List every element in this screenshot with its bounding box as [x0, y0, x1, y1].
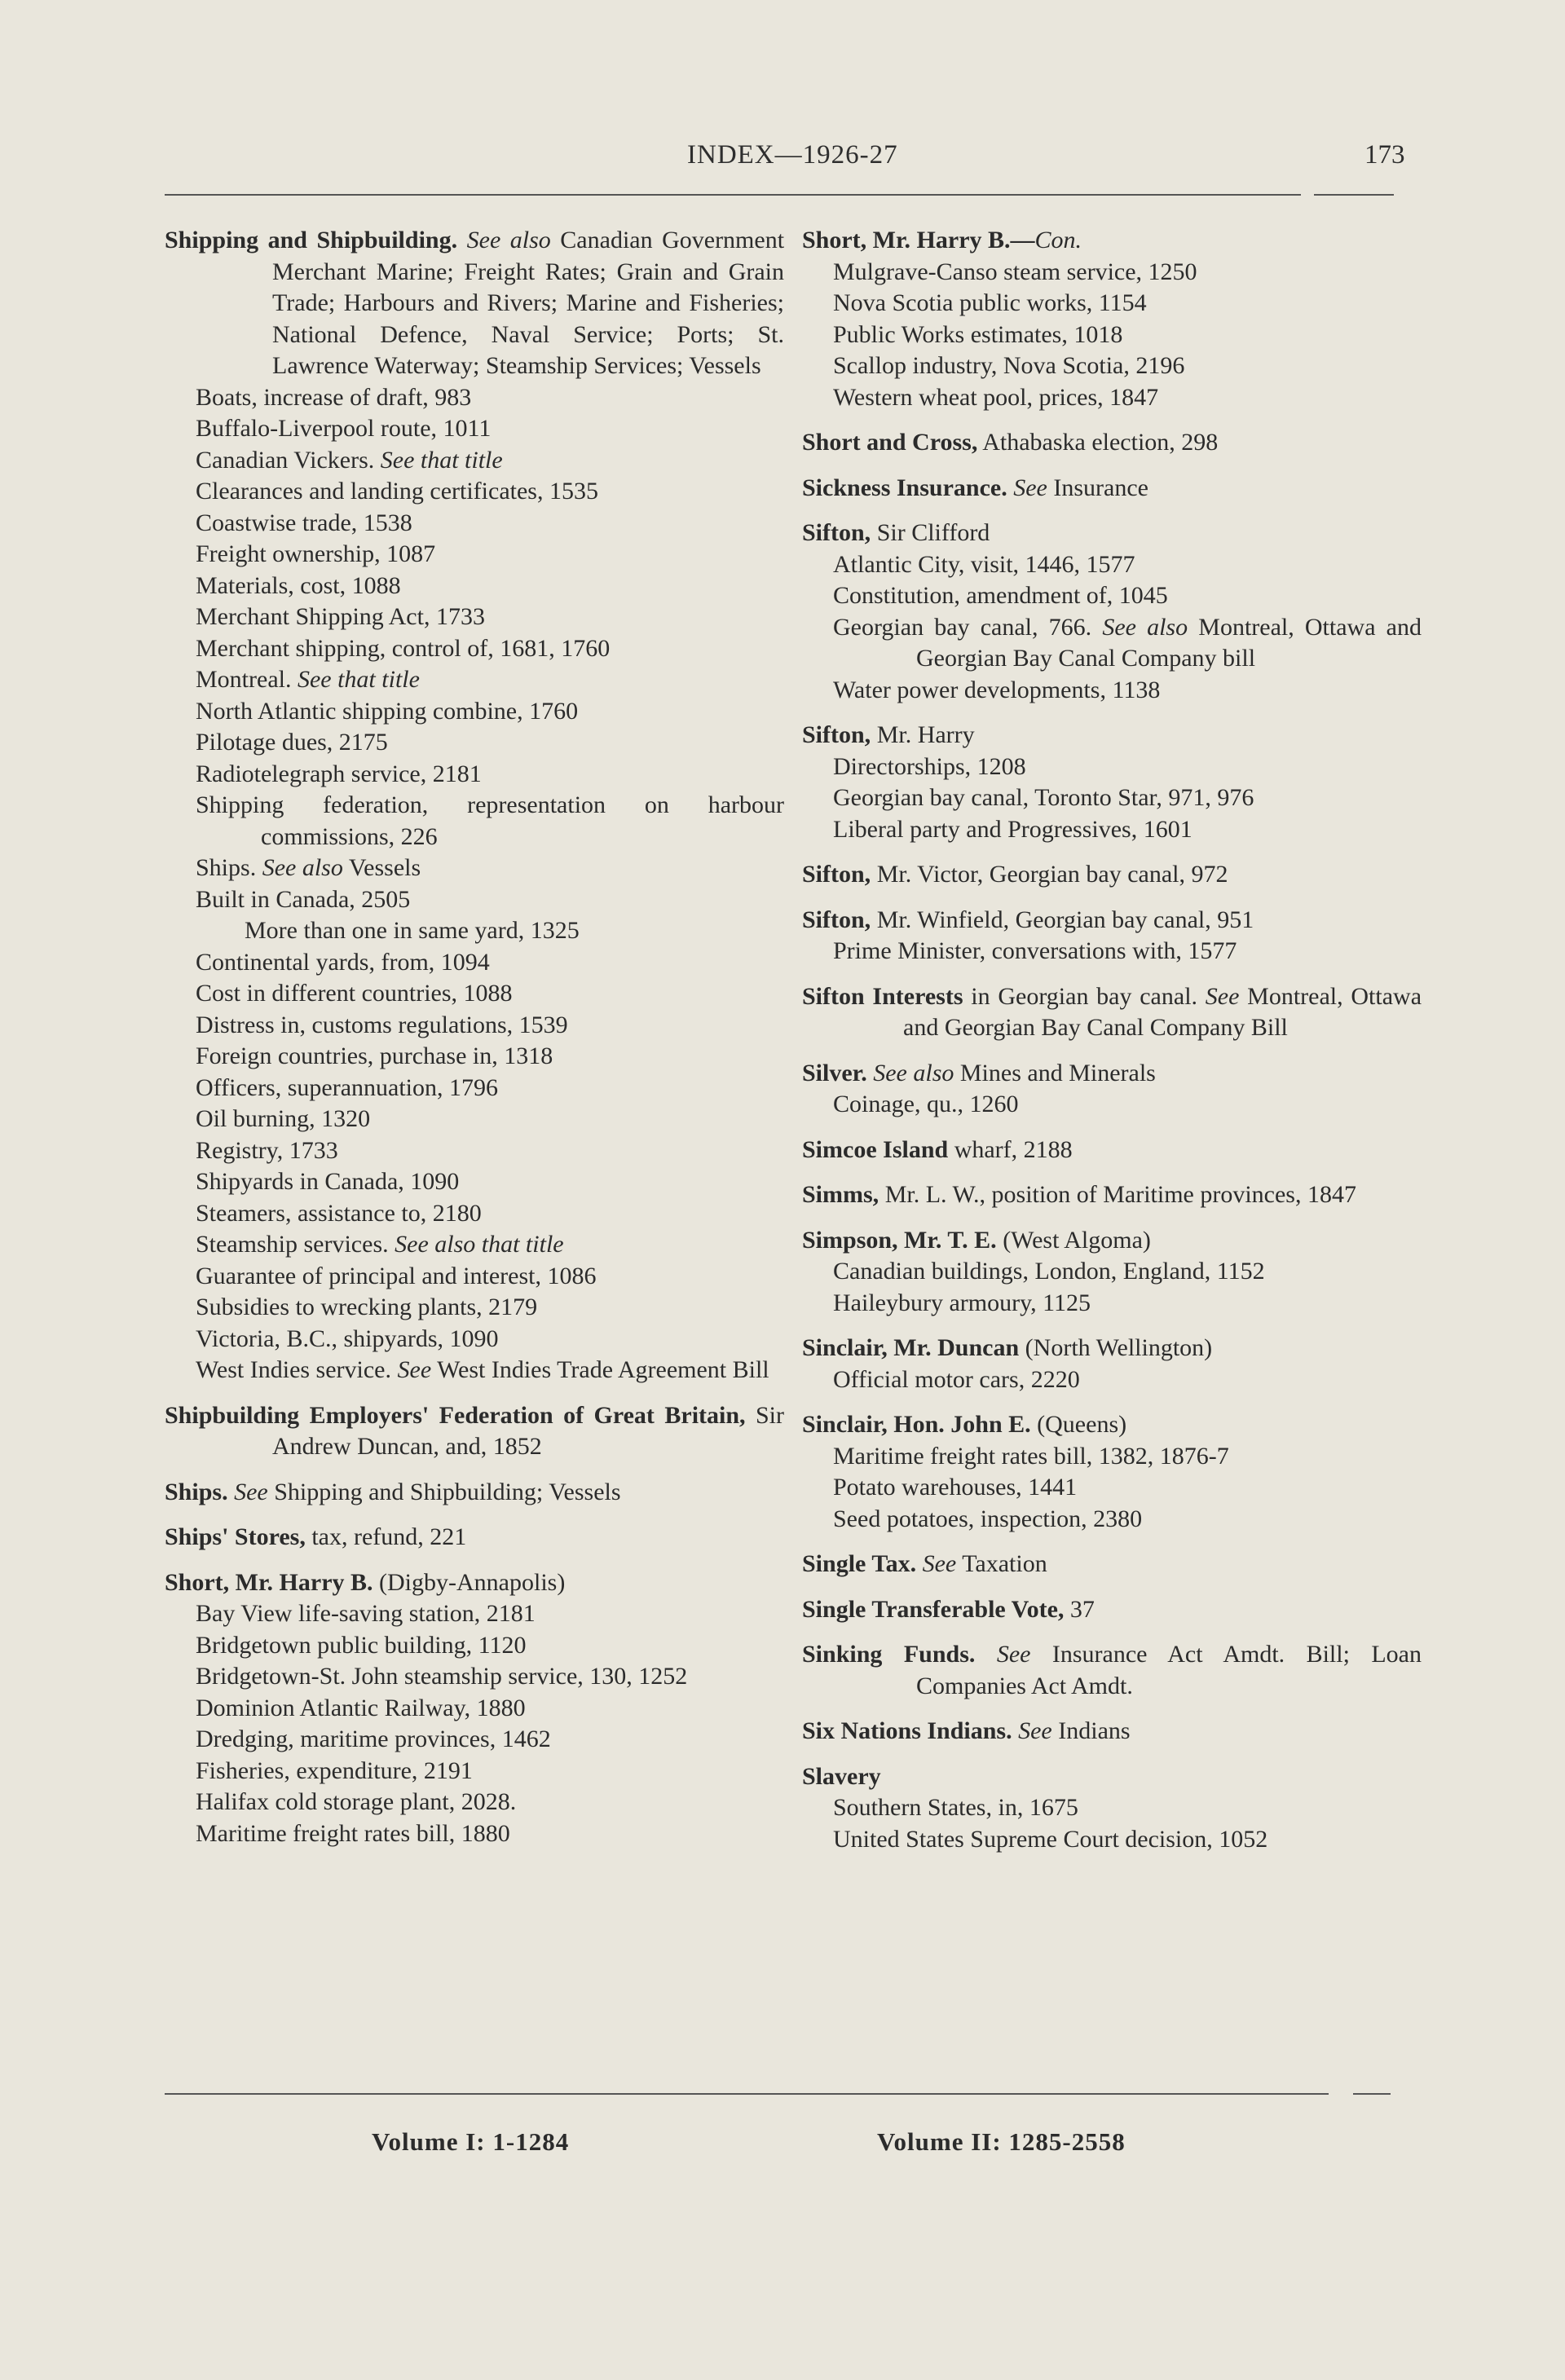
subentry: Atlantic City, visit, 1446, 1577	[833, 550, 1135, 578]
index-entry-simms: Simms, Mr. L. W., position of Maritime provinces, 1847	[802, 1181, 1356, 1208]
subentry: Subsidies to wrecking plants, 2179	[196, 1294, 538, 1320]
subentry: Dredging, maritime provinces, 1462	[196, 1726, 551, 1752]
index-entry-simpson: Simpson, Mr. T. E. (West Algoma) Canadian buildings, London, England, 1152 Haileybury armoury, 1125	[802, 1225, 1422, 1320]
subentry: Merchant shipping, control of, 1681, 1760	[196, 634, 611, 662]
index-entry-single-vote: Single Transferable Vote, 37	[802, 1595, 1095, 1623]
subentry: Boats, increase of draft, 983	[196, 383, 472, 411]
header-rule	[165, 194, 1301, 196]
subentry: Guarantee of principal and interest, 1086	[196, 1262, 597, 1289]
subentry: Scallop industry, Nova Scotia, 2196	[833, 352, 1185, 379]
subentry: Georgian bay canal, Toronto Star, 971, 976	[833, 784, 1254, 811]
subentry: Maritime freight rates bill, 1382, 1876-7	[833, 1442, 1229, 1470]
footer-rule	[165, 2093, 1329, 2095]
index-entry-silver: Silver. See also Mines and Minerals Coinage, qu., 1260	[802, 1058, 1422, 1121]
subentry: Coinage, qu., 1260	[833, 1091, 1019, 1117]
subentry: Maritime freight rates bill, 1880	[196, 1819, 510, 1847]
index-entry-sinclair-john: Sinclair, Hon. John E. (Queens) Maritime freight rates bill, 1382, 1876-7 Potato warehouses, 1441 Seed potatoes, inspection, 2380	[802, 1409, 1422, 1535]
subentry: Steamship services. See also that title	[196, 1231, 564, 1258]
subentry: Bridgetown-St. John steamship service, 130, 1252	[196, 1663, 688, 1690]
subentry: Foreign countries, purchase in, 1318	[196, 1042, 553, 1069]
subentry: Materials, cost, 1088	[196, 571, 401, 599]
running-head: INDEX—1926-27	[687, 140, 898, 170]
index-entry-sifton-interests: Sifton Interests in Georgian bay canal. See Montreal, Ottawa and Georgian Bay Canal Company Bill	[802, 982, 1422, 1041]
index-entry-single-tax: Single Tax. See Taxation	[802, 1550, 1047, 1577]
index-entry-ships: Ships. See Shipping and Shipbuilding; Vessels	[165, 1478, 621, 1505]
index-entry-sinking-funds: Sinking Funds. See Insurance Act Amdt. Bill; Loan Companies Act Amdt.	[802, 1641, 1422, 1699]
entry-heading: Shipping and Shipbuilding.	[165, 227, 458, 253]
index-entry-short-harry-con: Short, Mr. Harry B.—Con. Mulgrave-Canso steam service, 1250 Nova Scotia public works, 1154 Public Works estimates, 1018 Scallop industry, Nova Scotia, 2196 Western wheat pool, prices, 1847	[802, 225, 1422, 413]
see-also-label: See also	[466, 227, 551, 253]
subentry: Steamers, assistance to, 2180	[196, 1199, 482, 1227]
subentry: Continental yards, from, 1094	[196, 948, 490, 976]
subentry: Prime Minister, conversations with, 1577	[833, 937, 1237, 964]
subentry: Seed potatoes, inspection, 2380	[833, 1505, 1143, 1532]
footer-volume-one: Volume I: 1-1284	[372, 2127, 570, 2156]
left-column	[165, 225, 784, 1863]
subentry: Public Works estimates, 1018	[833, 320, 1123, 348]
index-entry-sickness: Sickness Insurance. See Insurance	[802, 474, 1148, 501]
subentry: Shipping federation, representation on harbour commissions, 226	[196, 791, 784, 850]
page-number: 173	[1364, 140, 1405, 170]
subentry: More than one in same yard, 1325	[245, 917, 580, 944]
index-entry-short-harry: Short, Mr. Harry B. (Digby-Annapolis) Bay View life-saving station, 2181 Bridgetown public building, 1120 Bridgetown-St. John steamship service, 130, 1252 Dominion Atlantic Railway, 1880 Dredging, maritime provinces, 1462 Fisheries, expenditure, 2191 Halifax cold storage plant, 2028. Maritime freight rates bill, 1880	[165, 1567, 784, 1850]
header-rule-short	[1314, 194, 1394, 196]
index-entry-sifton-harry: Sifton, Mr. Harry Directorships, 1208 Georgian bay canal, Toronto Star, 971, 976 Liberal party and Progressives, 1601	[802, 720, 1422, 845]
subentry: Bridgetown public building, 1120	[196, 1631, 527, 1659]
index-entry-short-cross: Short and Cross, Athabaska election, 298	[802, 429, 1219, 456]
subentry: West Indies service. See West Indies Trade Agreement Bill	[196, 1356, 769, 1383]
subentry: Clearances and landing certificates, 1535	[196, 478, 598, 505]
subentry: Registry, 1733	[196, 1136, 338, 1164]
subentry: Haileybury armoury, 1125	[833, 1289, 1091, 1316]
subentry: Water power developments, 1138	[833, 676, 1161, 703]
subentry: Cost in different countries, 1088	[196, 980, 513, 1007]
index-entry-slavery: Slavery Southern States, in, 1675 United States Supreme Court decision, 1052	[802, 1761, 1422, 1856]
subentry: Freight ownership, 1087	[196, 540, 436, 567]
footer-rule-short	[1353, 2093, 1391, 2095]
index-entry-shipbuilding-employers: Shipbuilding Employers' Federation of Great Britain, Sir Andrew Duncan, and, 1852	[165, 1401, 785, 1460]
subentry: Fisheries, expenditure, 2191	[196, 1756, 473, 1784]
index-entry-sifton-victor: Sifton, Mr. Victor, Georgian bay canal, 972	[802, 861, 1228, 888]
subentry: Georgian bay canal, 766. See also Montreal, Ottawa and Georgian Bay Canal Company bill	[833, 613, 1422, 672]
subentry: Potato warehouses, 1441	[833, 1474, 1078, 1501]
subentry: Constitution, amendment of, 1045	[833, 582, 1168, 609]
subentry: Halifax cold storage plant, 2028.	[196, 1788, 517, 1815]
subentry: United States Supreme Court decision, 1052	[833, 1825, 1268, 1853]
index-entry-sinclair-duncan: Sinclair, Mr. Duncan (North Wellington) Official motor cars, 2220	[802, 1333, 1422, 1395]
footer-volume-two: Volume II: 1285-2558	[877, 2127, 1126, 2156]
see-also-text: Canadian Government Merchant Marine; Freight Rates; Grain and Grain Trade; Harbours and Rivers; Marine and Fisheries; National Defence, Naval Service; Ports; St. Lawrence Waterway; Steamship Services; Vessels	[272, 227, 785, 379]
index-entry-sifton-clifford: Sifton, Sir Clifford Atlantic City, visit, 1446, 1577 Constitution, amendment of, 1045 Georgian bay canal, 766. See also Montreal, Ottawa and Georgian Bay Canal Company bill Water power developments, 1138	[802, 518, 1422, 706]
subentry: Canadian buildings, London, England, 1152	[833, 1258, 1265, 1285]
subentry: Officers, superannuation, 1796	[196, 1073, 499, 1101]
subentry: Montreal. See that title	[196, 666, 420, 693]
index-entry-simcoe: Simcoe Island wharf, 2188	[802, 1135, 1073, 1163]
index-entry-shipping	[165, 225, 784, 1386]
subentry: Bay View life-saving station, 2181	[196, 1600, 536, 1627]
subentry: Canadian Vickers. See that title	[196, 446, 503, 474]
subentry: Nova Scotia public works, 1154	[833, 289, 1147, 316]
subentry: Built in Canada, 2505	[196, 885, 411, 913]
index-entry-six-nations: Six Nations Indians. See Indians	[802, 1717, 1131, 1744]
subentry: Victoria, B.C., shipyards, 1090	[196, 1324, 499, 1352]
subentry: Mulgrave-Canso steam service, 1250	[833, 258, 1197, 285]
subentry: Distress in, customs regulations, 1539	[196, 1011, 568, 1038]
index-entry-sifton-winfield: Sifton, Mr. Winfield, Georgian bay canal, 951 Prime Minister, conversations with, 1577	[802, 905, 1422, 967]
subentry: Liberal party and Progressives, 1601	[833, 815, 1192, 843]
index-entry-ships-stores: Ships' Stores, tax, refund, 221	[165, 1523, 467, 1550]
subentry: Merchant Shipping Act, 1733	[196, 603, 485, 630]
subentry: North Atlantic shipping combine, 1760	[196, 697, 579, 725]
subentry: Buffalo-Liverpool route, 1011	[196, 415, 492, 442]
subentry: Official motor cars, 2220	[833, 1365, 1080, 1393]
subentry: Dominion Atlantic Railway, 1880	[196, 1694, 526, 1721]
subentry: Western wheat pool, prices, 1847	[833, 383, 1159, 411]
subentry: Southern States, in, 1675	[833, 1794, 1078, 1821]
subentry: Ships. See also Vessels	[196, 854, 421, 881]
subentry: Radiotelegraph service, 2181	[196, 760, 482, 787]
subentry: Coastwise trade, 1538	[196, 509, 412, 536]
subentry: Pilotage dues, 2175	[196, 729, 388, 756]
right-column	[802, 225, 1422, 1869]
subentry: Oil burning, 1320	[196, 1105, 371, 1132]
subentry: Directorships, 1208	[833, 752, 1026, 780]
subentry: Shipyards in Canada, 1090	[196, 1168, 460, 1195]
